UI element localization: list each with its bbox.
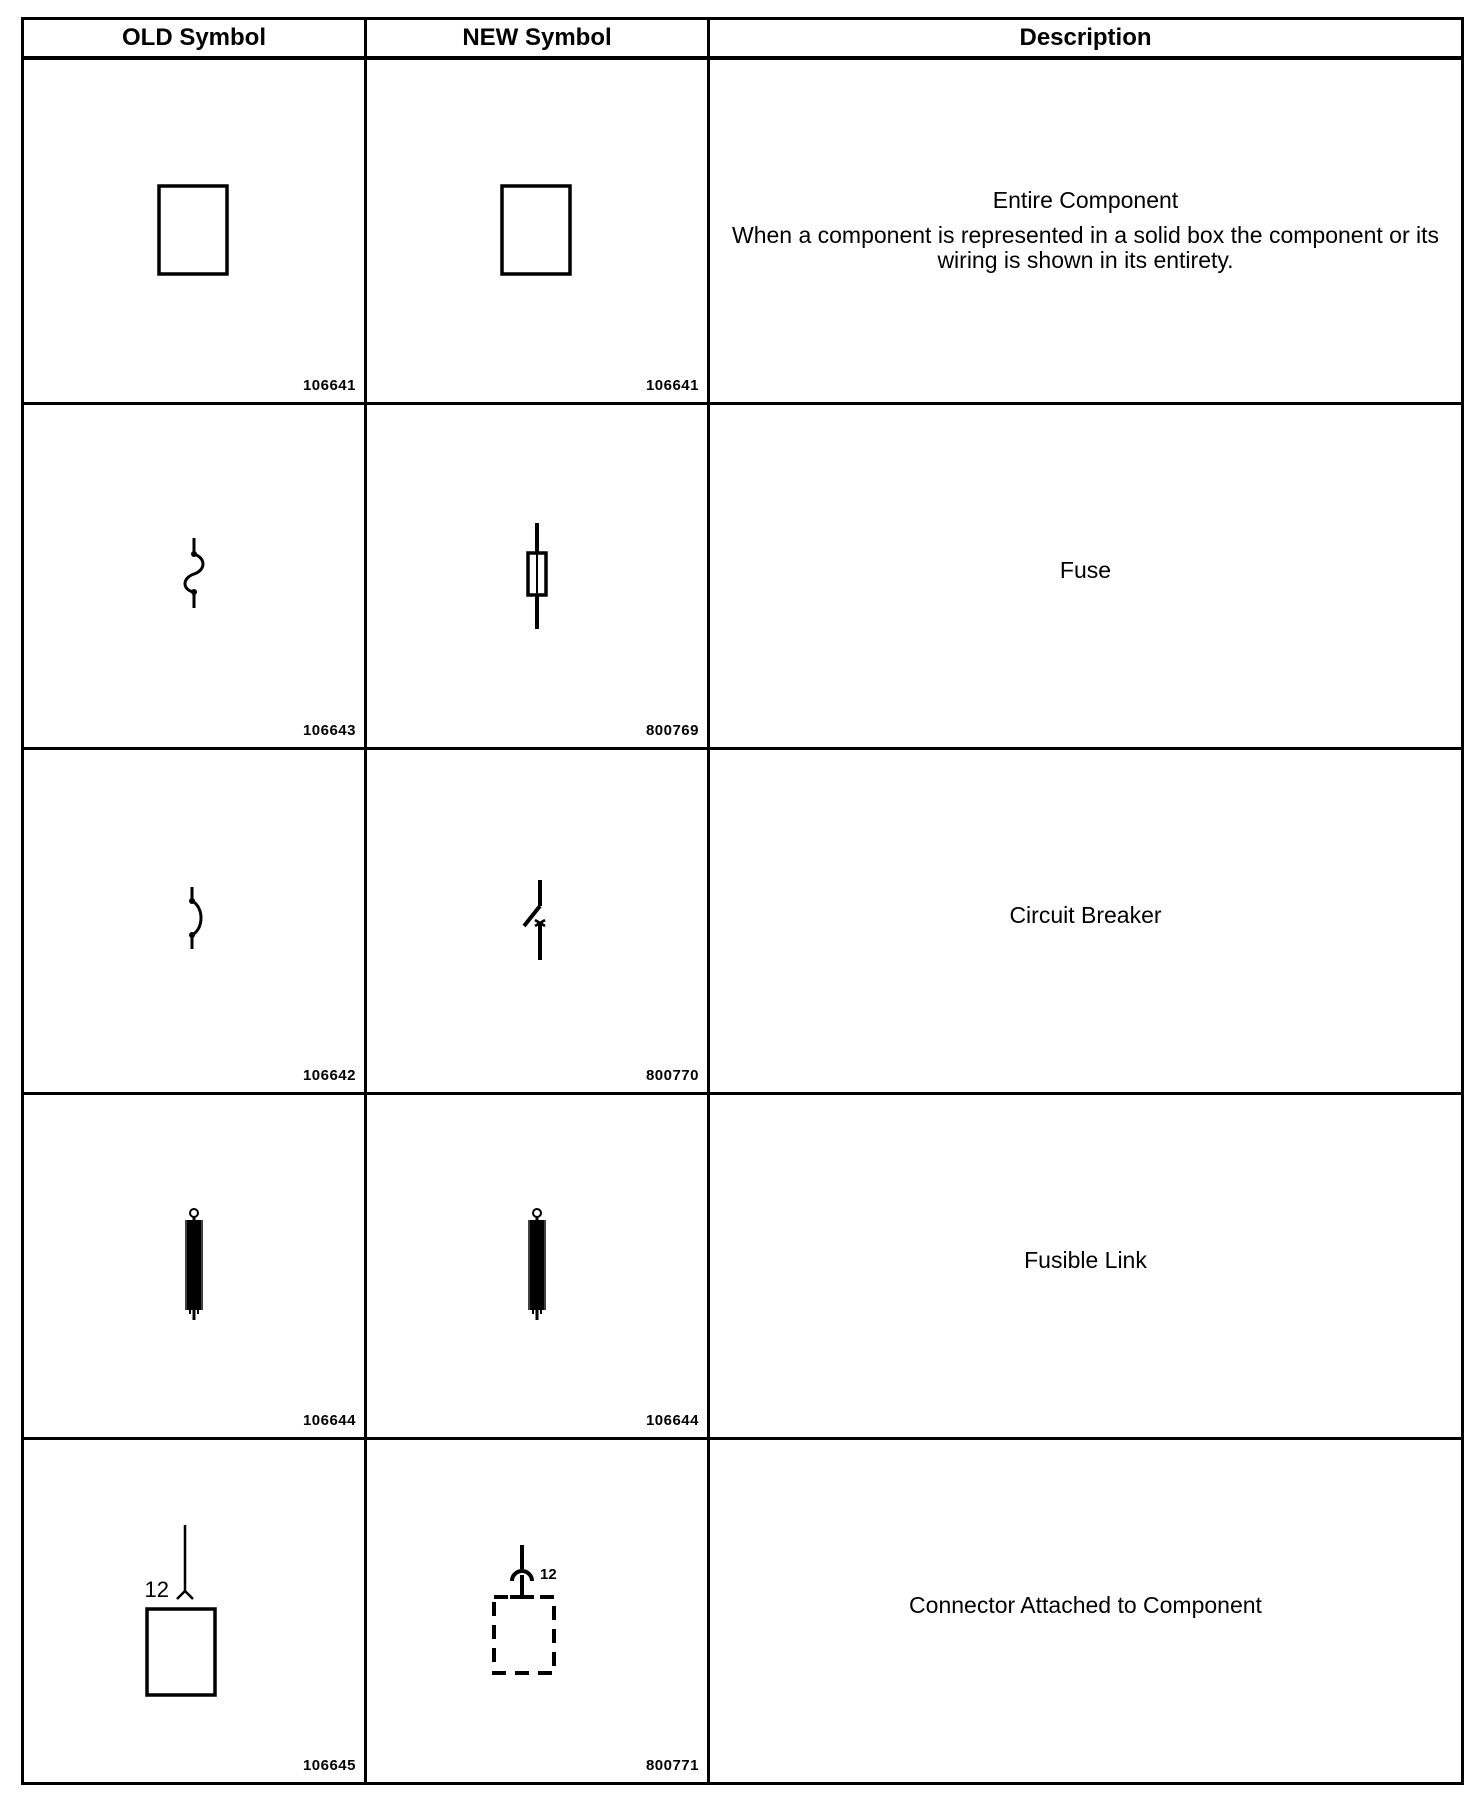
new-symbol-cell — [366, 58, 709, 403]
description-cell — [709, 748, 1463, 1093]
symbol-table — [21, 17, 1464, 1785]
figure-code: 106644 — [302, 1411, 356, 1429]
figure-code: 800771 — [645, 1756, 699, 1774]
circuit-breaker-old-icon — [174, 881, 214, 961]
table-row — [23, 1438, 1463, 1783]
figure-code: 106645 — [302, 1756, 356, 1774]
description-title: Entire Component — [992, 187, 1179, 214]
fuse-old-icon — [174, 536, 214, 616]
description-header: Description — [709, 19, 1463, 59]
description-title: Connector Attached to Component — [909, 1592, 1262, 1618]
new-symbol-cell — [366, 403, 709, 748]
new-symbol-cell — [366, 1438, 709, 1783]
table-header-row — [23, 19, 1463, 59]
figure-code: 106644 — [645, 1411, 699, 1429]
new-symbol-cell — [366, 748, 709, 1093]
figure-code: 106643 — [302, 721, 356, 739]
symbol-comparison-sheet — [21, 17, 1461, 1780]
description-cell — [709, 1093, 1463, 1438]
pin-number-label: 12 — [144, 1576, 169, 1602]
description-cell — [709, 403, 1463, 748]
old-symbol-cell — [23, 748, 366, 1093]
table-row — [23, 748, 1463, 1093]
old-symbol-cell — [23, 1438, 366, 1783]
table-row — [23, 403, 1463, 748]
description-cell — [709, 58, 1463, 403]
figure-code: 106642 — [302, 1066, 356, 1084]
old-symbol-cell — [23, 58, 366, 403]
fusible-link-icon — [522, 1206, 552, 1326]
solid-box-icon — [497, 181, 577, 281]
new-symbol-cell — [366, 1093, 709, 1438]
solid-box-icon — [154, 181, 234, 281]
pin-number-label: 12 — [540, 1565, 557, 1583]
table-row — [23, 1093, 1463, 1438]
old-symbol-cell — [23, 403, 366, 748]
figure-code: 800770 — [645, 1066, 699, 1084]
description-text: When a component is represented in a solid box the component or its wiring is shown in its entirety. — [731, 222, 1439, 274]
table-row — [23, 58, 1463, 403]
figure-code: 800769 — [645, 721, 699, 739]
old-symbol-cell — [23, 1093, 366, 1438]
new-symbol-header: NEW Symbol — [366, 19, 709, 59]
description-title: Fusible Link — [1024, 1247, 1147, 1273]
connector-dashed-box-icon — [482, 1541, 592, 1681]
old-symbol-header: OLD Symbol — [23, 19, 366, 59]
description-cell — [709, 1438, 1463, 1783]
fuse-new-icon — [517, 521, 557, 631]
circuit-breaker-new-icon — [512, 876, 562, 966]
fusible-link-icon — [179, 1206, 209, 1326]
description-title: Circuit Breaker — [1009, 902, 1162, 928]
figure-code: 106641 — [302, 376, 356, 394]
connector-solid-box-icon — [139, 1521, 249, 1701]
description-title: Fuse — [1059, 557, 1112, 583]
figure-code: 106641 — [645, 376, 699, 394]
